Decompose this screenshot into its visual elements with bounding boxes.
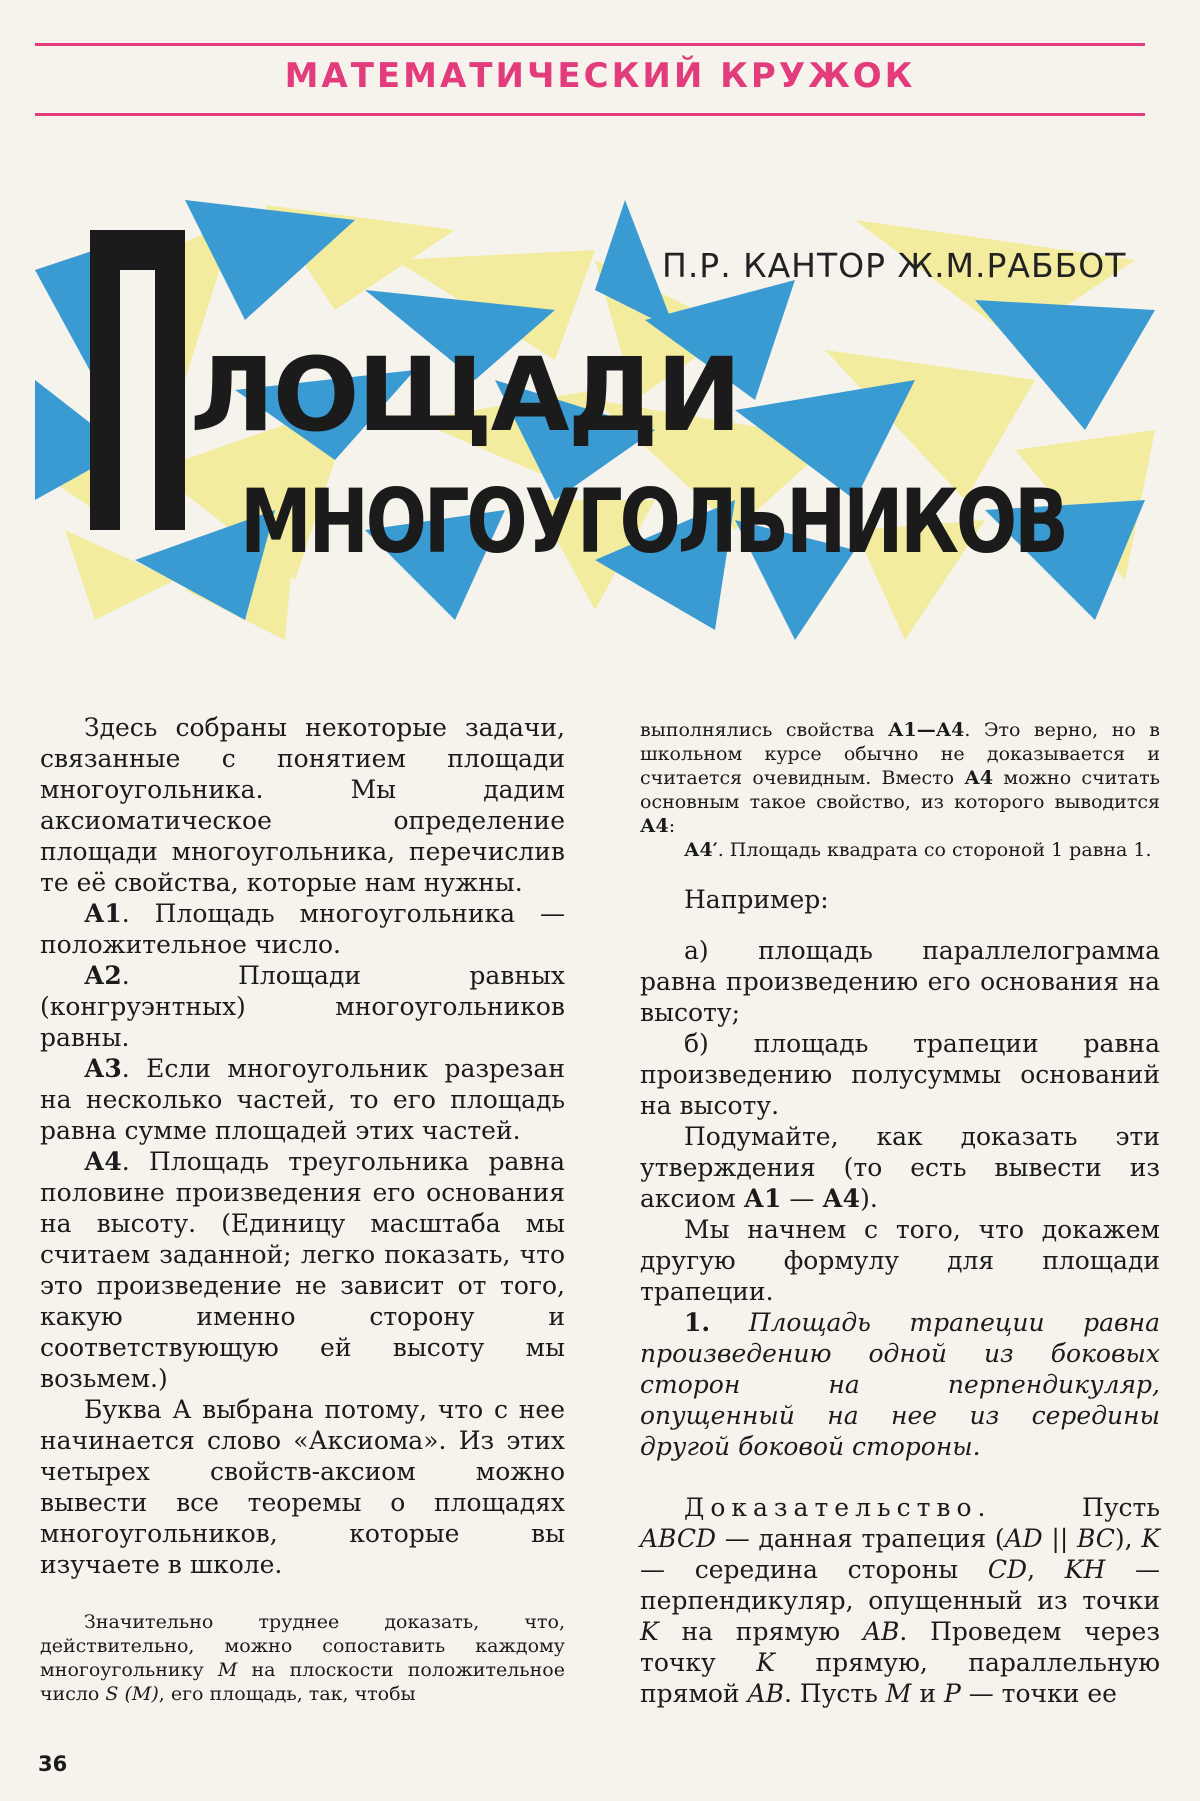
yellow-shape: [65, 530, 175, 620]
theorem-1: 1. Площадь трапеции равна произведению одной из боковых сторон на перпендикуляр, опущенный на нее из середины другой боковой стороны.: [640, 1308, 1160, 1461]
page-number: 36: [38, 1752, 68, 1776]
header-rule-bottom: [35, 113, 1145, 116]
letter-a-paragraph: Буква А выбрана потому, что с нее начинается слово «Аксиома». Из этих четырех свойств-аксиом можно вывести все теоремы о площадях многоугольников, которые вы изучаете в школе.: [40, 1395, 565, 1579]
section-title: МАТЕМАТИЧЕСКИЙ КРУЖОК: [284, 56, 916, 96]
axiom-a1: А1. Площадь многоугольника — положительное число.: [40, 899, 565, 959]
right-column: [640, 718, 1160, 1709]
axiom-label: А2: [84, 961, 122, 990]
we-start-paragraph: Мы начнем с того, что докажем другую формулу для площади трапеции.: [640, 1215, 1160, 1306]
authors: П.Р. КАНТОР Ж.М.РАББОТ: [662, 246, 1127, 285]
title-line-2: МНОГОУГОЛЬНИКОВ: [240, 470, 1066, 573]
axiom-a2: А2. Площади равных (конгруэнтных) многоугольников равны.: [40, 961, 565, 1052]
item-b: б) площадь трапеции равна произведению полусуммы оснований на высоту.: [640, 1029, 1160, 1120]
axiom-label: А1: [84, 899, 122, 928]
header-rule-top: [35, 43, 1145, 46]
title-initial-letter: [90, 230, 185, 530]
for-example: Например:: [684, 885, 829, 914]
title-line-1: ЛОЩАДИ: [190, 336, 740, 455]
proof-label: Доказательство.: [684, 1493, 992, 1522]
item-a: а) площадь параллелограмма равна произведению его основания на высоту;: [640, 936, 1160, 1027]
axiom-a3: А3. Если многоугольник разрезан на несколько частей, то его площадь равна сумме площадей этих частей.: [40, 1054, 565, 1145]
intro-paragraph: Здесь собраны некоторые задачи, связанные с понятием площади многоугольника. Мы дадим аксиоматическое определение площади многоугольника, перечислив те её свойства, которые нам нужны.: [40, 713, 565, 897]
axiom-a4: А4. Площадь треугольника равна половине произведения его основания на высоту. (Единицу масштаба мы считаем заданной; легко показать, что это произведение не зависит от того, какую именно сторону и соответствующую ей высоту мы возьмем.): [40, 1147, 565, 1393]
footnote: Значительно труднее доказать, что, действительно, можно сопоставить каждому многоугольнику М на плоскости положительное число S (M), его площадь, так, чтобы: [40, 1611, 565, 1705]
axiom-label: А4: [84, 1147, 122, 1176]
footnote-continued: выполнялись свойства А1—А4. Это верно, но в школьном курсе обычно не доказывается и считается очевидным. Вместо А4 можно считать основным такое свойство, из которого выводится А4: А4′. Площадь квадрата со стороной 1 равна 1.: [640, 719, 1160, 861]
think-paragraph: Подумайте, как доказать эти утверждения (то есть вывести из аксиом А1 — А4).: [640, 1122, 1160, 1213]
axiom-label: А3: [84, 1054, 122, 1083]
left-column: [40, 712, 565, 1706]
proof-paragraph: Доказательство. Пусть ABCD — данная трапеция (AD || BC), K — середина стороны CD, KH — перпендикуляр, опущенный из точки K на прямую AB. Проведем через точку K прямую, параллельную прямой AB. Пусть M и P — точки ее: [640, 1493, 1160, 1708]
